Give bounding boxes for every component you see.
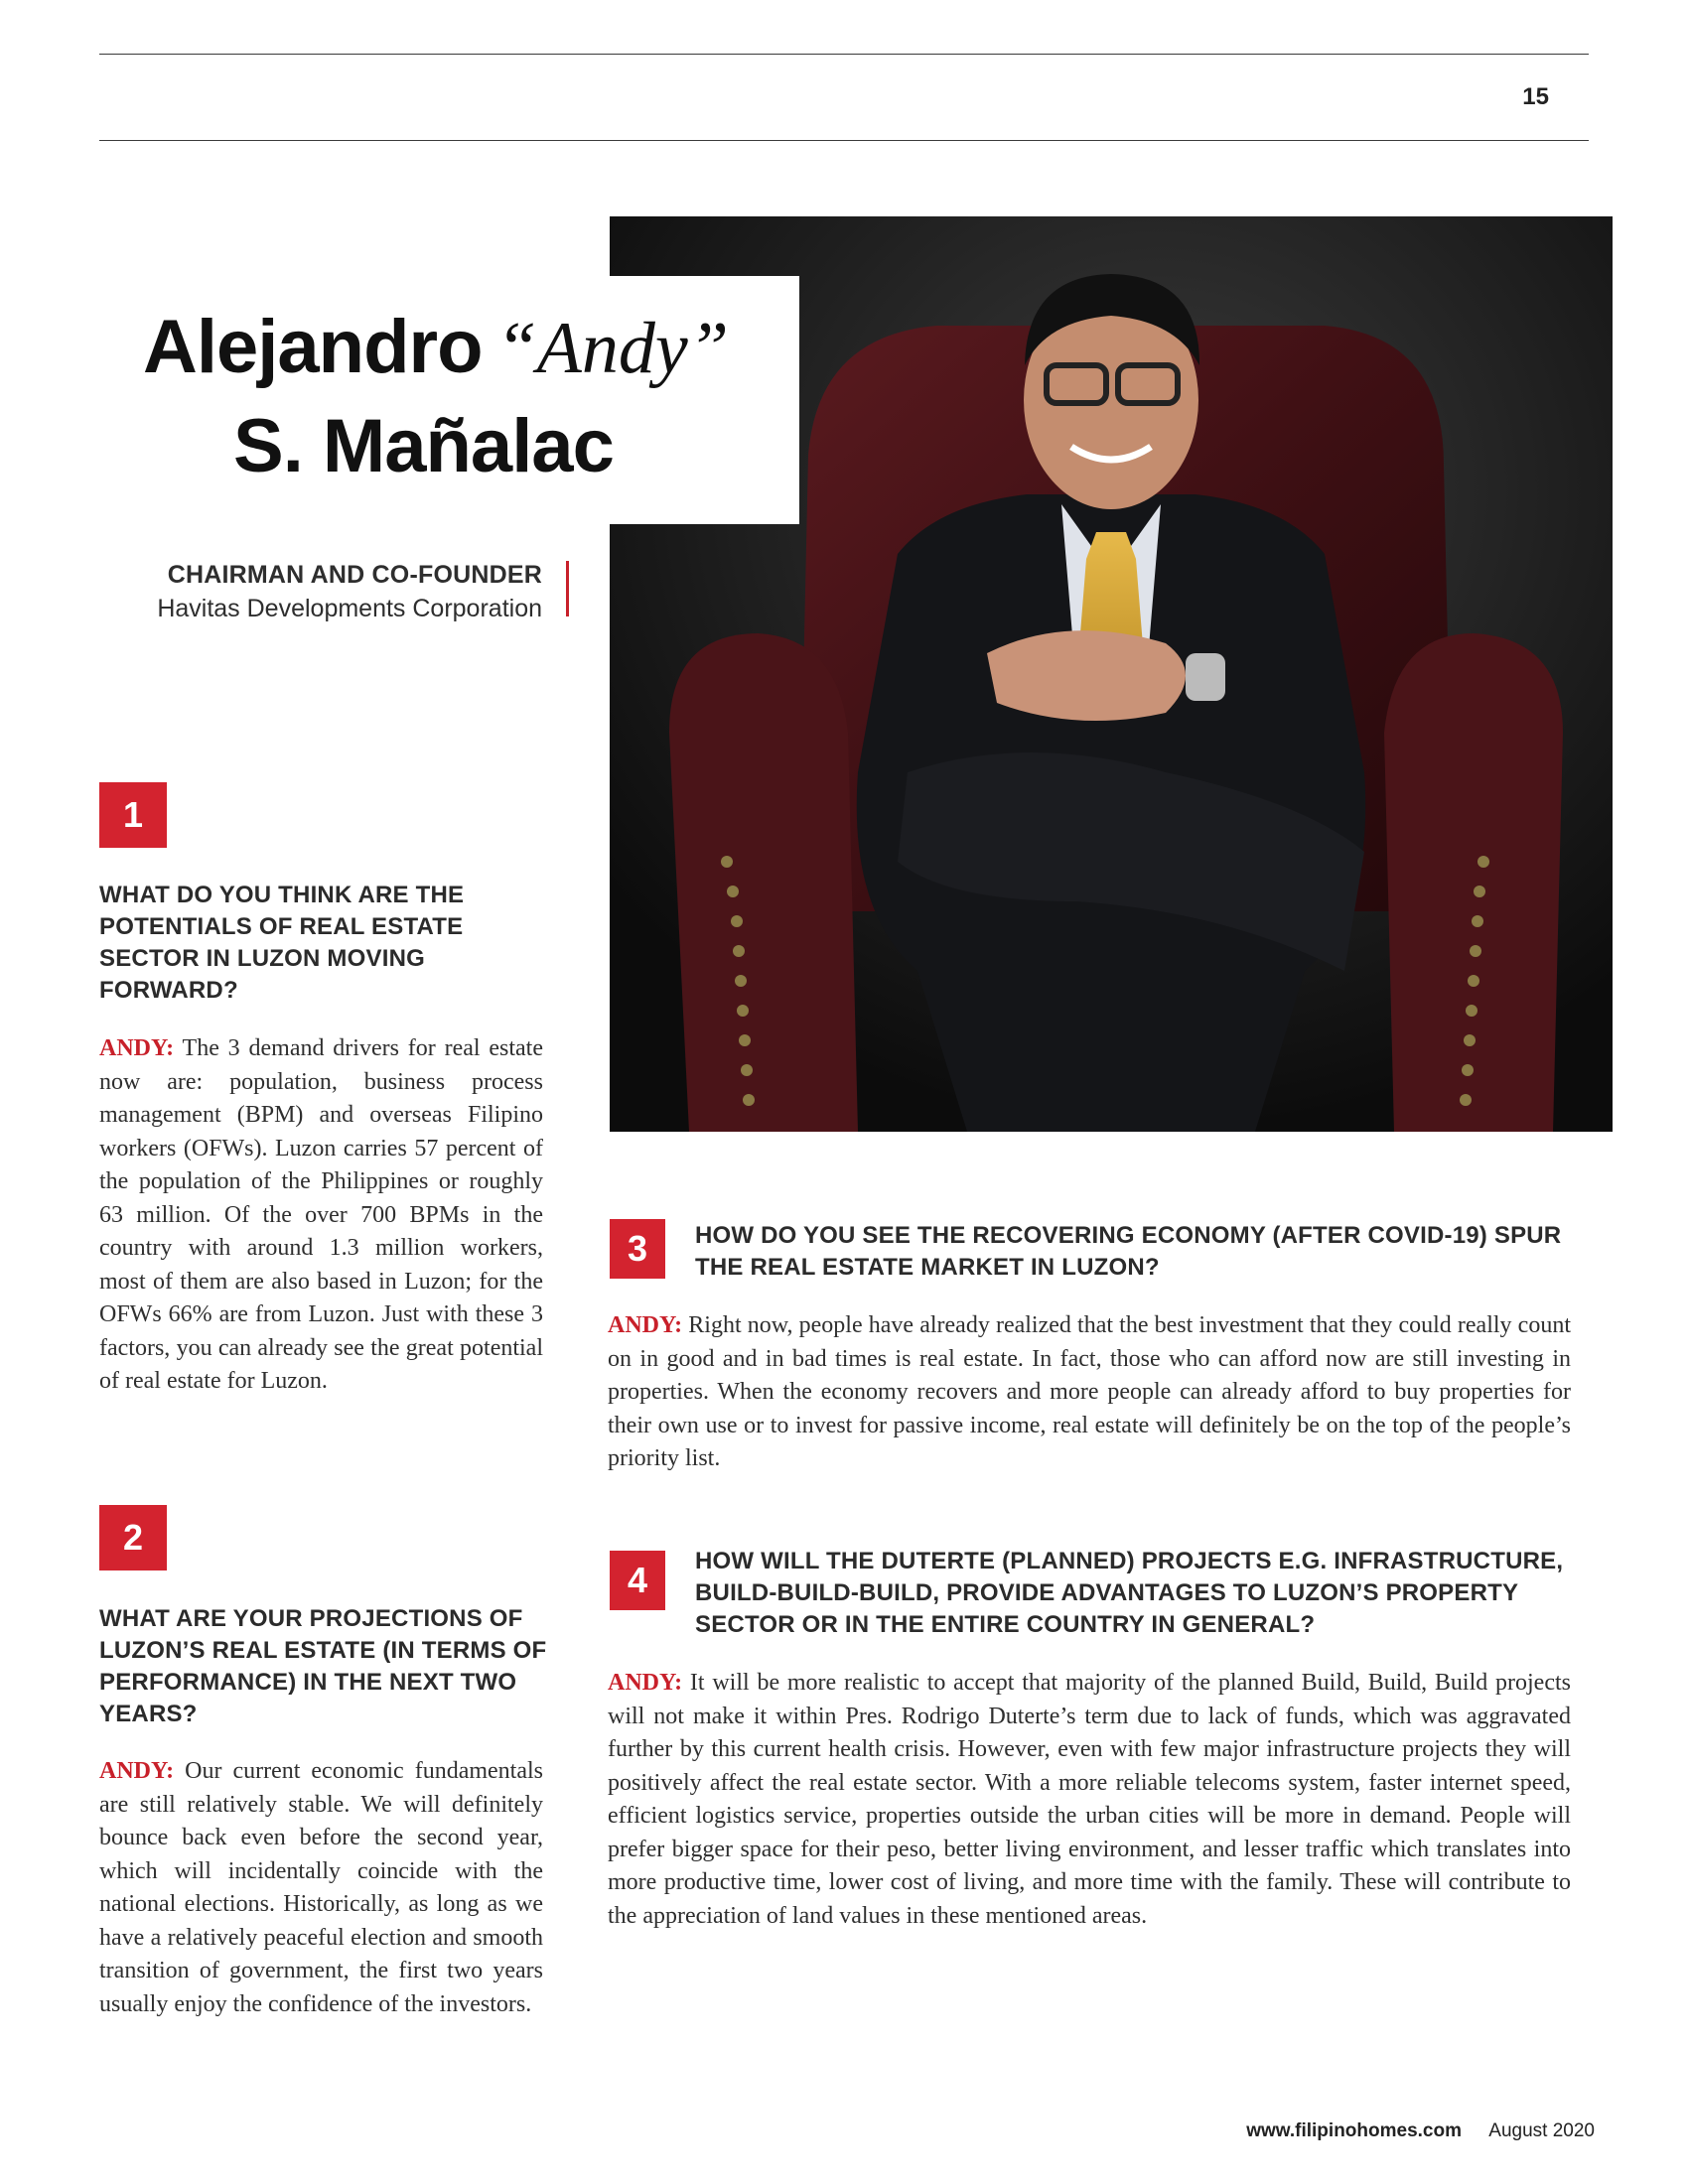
nickname: “Andy” [495,308,729,389]
speaker-label: ANDY: [99,1035,175,1061]
question-heading: WHAT ARE YOUR PROJECTIONS OF LUZON’S REAL ESTATE (IN TERMS OF PERFORMANCE) IN THE NEXT TWO YEARS? [99,1605,547,1727]
answer-text [608,1309,1571,1476]
role-title: CHAIRMAN AND CO-FOUNDER [167,561,542,589]
question-number-badge: 2 [99,1505,167,1570]
role-accent-bar [566,561,569,616]
speaker-label: ANDY: [608,1312,683,1338]
first-name: Alejandro [143,305,483,389]
header-bottom-rule [99,140,1589,141]
answer-text [608,1667,1571,1933]
answer-text [99,1032,543,1399]
answer-text [99,1755,543,2021]
answer-body: The 3 demand drivers for real estate now are: population, business process management (BPM) and overseas Filipino workers (OFWs). Luzon carries 57 percent of the population of the Philippines or roughly 63 million. Of the over 700 BPMs in the country with around 1.3 million workers, most of them are also based in Luzon; for the OFWs 66% are from Luzon. Just with these 3 factors, you can already see the great potential of real estate for Luzon. [99,1035,543,1394]
company-name: Havitas Developments Corporation [157,595,542,622]
answer-body: Our current economic fundamentals are still relatively stable. We will definitely bounce back even before the second year, which will incidentally coincide with the national elections. Historically, as long as we have a relatively peaceful election and smooth transition of government, the first two years usually enjoy the confidence of the investors. [99,1758,543,2017]
question-number-badge: 4 [610,1551,665,1610]
answer-body: It will be more realistic to accept that majority of the planned Build, Build, Build projects will not make it within Pres. Rodrigo Duterte’s term due to lack of funds, which was aggravated further by this current health crisis. However, even with few major infrastructure projects they will positively affect the real estate sector. With a more reliable telecoms system, faster internet speed, efficient logistics service, properties outside the urban cities will be more in demand. People will prefer bigger space for their peso, better living environment, and lesser traffic which translates into more productive time, lower cost of living, and more time with the family. These will contribute to the appreciation of land values in these mentioned areas. [608,1670,1571,1929]
question-number-badge: 1 [99,782,167,848]
footer-website: www.filipinohomes.com [1246,2120,1462,2141]
speaker-label: ANDY: [99,1758,175,1784]
question-heading: HOW DO YOU SEE THE RECOVERING ECONOMY (AFTER COVID-19) SPUR THE REAL ESTATE MARKET IN LUZON? [695,1222,1562,1281]
page-number: 15 [1522,83,1549,110]
speaker-label: ANDY: [608,1670,683,1696]
footer-date: August 2020 [1488,2120,1595,2141]
question-number-badge: 3 [610,1219,665,1279]
role-block [157,558,542,625]
answer-body: Right now, people have already realized that the best investment that they could really count on in good and in bad times is real estate. In fact, those who can afford now are still investing in properties. When the economy recovers and more people can already afford to buy properties for their own use or to invest for passive income, real estate will definitely be on the top of the people’s priority list. [608,1312,1571,1471]
person-name-first [143,305,729,389]
question-heading: HOW WILL THE DUTERTE (PLANNED) PROJECTS E.G. INFRASTRUCTURE, BUILD-BUILD-BUILD, PROVIDE ADVANTAGES TO LUZON’S PROPERTY SECTOR OR IN THE ENTIRE COUNTRY IN GENERAL? [695,1548,1564,1638]
header-top-rule [99,54,1589,55]
question-heading: WHAT DO YOU THINK ARE THE POTENTIALS OF REAL ESTATE SECTOR IN LUZON MOVING FORWARD? [99,882,465,1004]
person-name-last: S. Mañalac [233,404,614,488]
